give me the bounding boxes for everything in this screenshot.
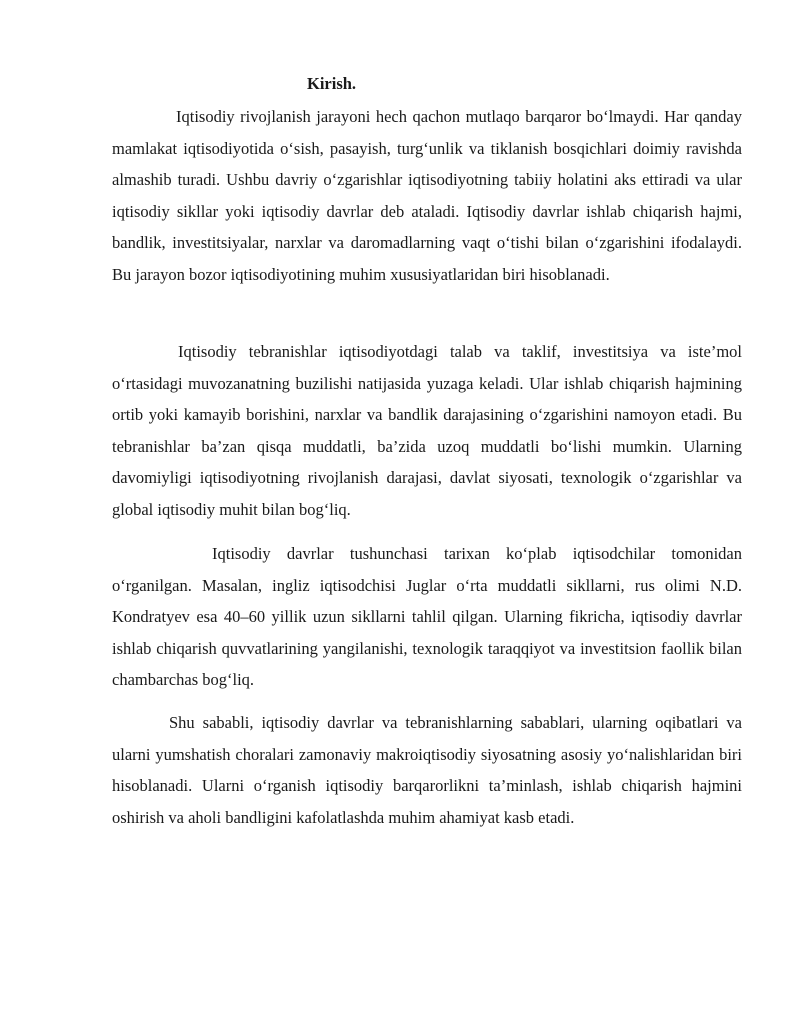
paragraph-4: Shu sababli, iqtisodiy davrlar va tebranishlarning sabablari, ularning oqibatlari va ularni yumshatish choralari zamonaviy makroiqtisodiy siyosatning asosiy yo‘nalishlaridan biri hisoblanadi. Ularni o‘rganish iqtisodiy barqarorlikni ta’minlash, ishlab chiqarish hajmini oshirish va aholi bandligini kafolatlashda muhim ahamiyat kasb etadi. — [112, 713, 742, 827]
paragraph-1: Iqtisodiy rivojlanish jarayoni hech qachon mutlaqo barqaror bo‘lmaydi. Har qanday mamlakat iqtisodiyotida o‘sish, pasayish, turg‘unlik va tiklanish bosqichlari doimiy ravishda almashib turadi. Ushbu davriy o‘zgarishlar iqtisodiyotning tabiiy holatini aks ettiradi va ular iqtisodiy sikllar yoki iqtisodiy davrlar deb ataladi. Iqtisodiy davrlar ishlab chiqarish hajmi, bandlik, investitsiyalar, narxlar va daromadlarning vaqt o‘tishi bilan o‘zgarishini ifodalaydi. Bu jarayon bozor iqtisodiyotining muhim xususiyatlaridan biri hisoblanadi. — [112, 107, 742, 284]
page-title: Kirish. — [307, 74, 357, 93]
paragraph-3: Iqtisodiy davrlar tushunchasi tarixan ko‘plab iqtisodchilar tomonidan o‘rganilgan. Masalan, ingliz iqtisodchisi Juglar o‘rta muddatli sikllarni, rus olimi N.D. Kondratyev esa 40–60 yillik uzun sikllarni tahlil qilgan. Ularning fikricha, iqtisodiy davrlar ishlab chiqarish quvvatlarining yangilanishi, texnologik taraqqiyot va investitsion faollik bilan chambarchas bog‘liq. — [112, 544, 742, 689]
paragraph-2: Iqtisodiy tebranishlar iqtisodiyotdagi talab va taklif, investitsiya va iste’mol o‘rtasidagi muvozanatning buzilishi natijasida yuzaga keladi. Ular ishlab chiqarish hajmining ortib yoki kamayib borishini, narxlar va bandlik darajasining o‘zgarishini namoyon etadi. Bu tebranishlar ba’zan qisqa muddatli, ba’zida uzoq muddatli bo‘lishi mumkin. Ularning davomiyligi iqtisodiyotning rivojlanish darajasi, davlat siyosati, texnologik o‘zgarishlar va global iqtisodiy muhit bilan bog‘liq. — [112, 342, 742, 519]
